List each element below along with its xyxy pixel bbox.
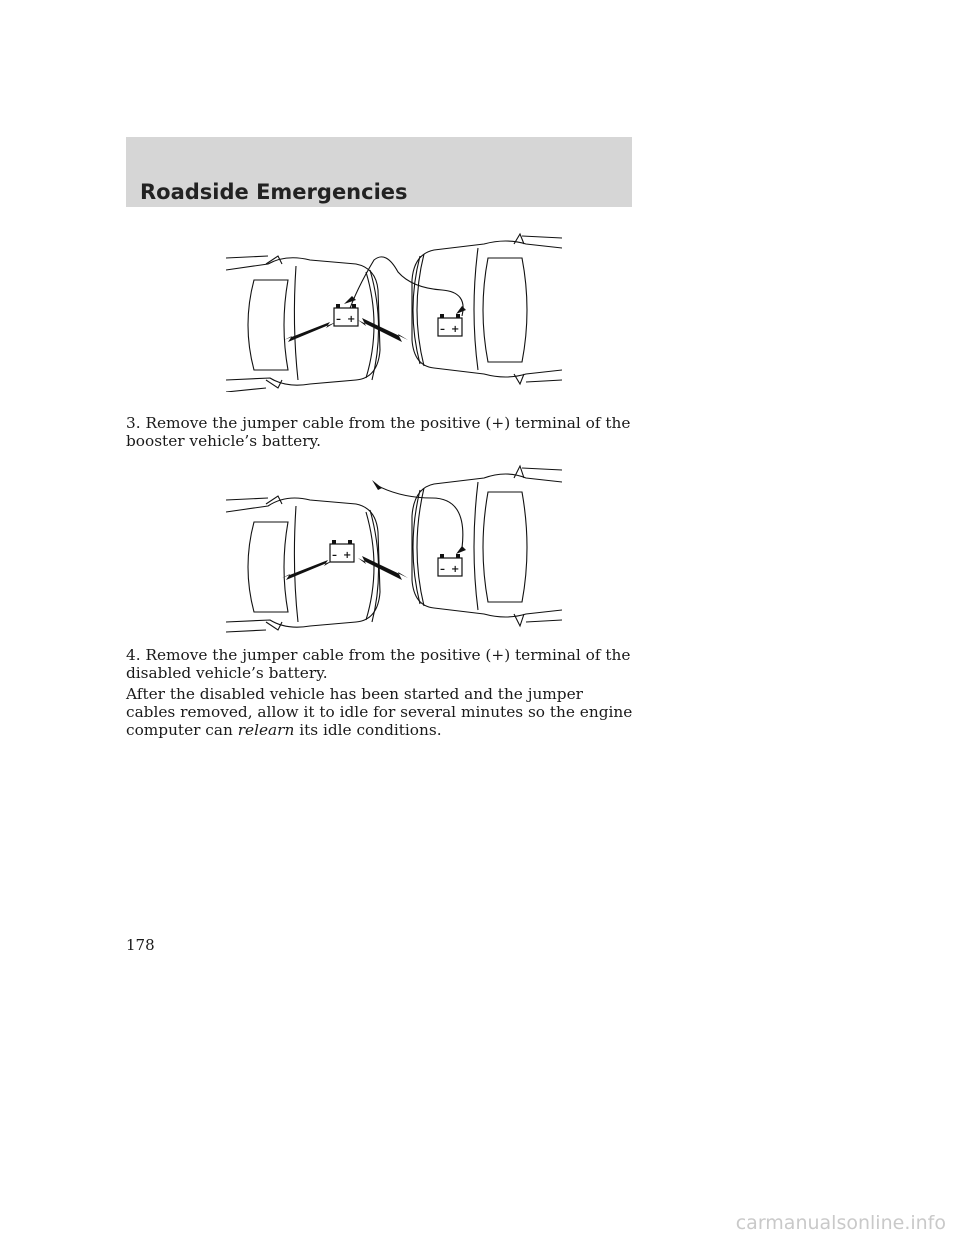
relearn-note xyxy=(126,685,636,739)
watermark: carmanualsonline.info xyxy=(735,1212,946,1234)
booster-battery-plus: + xyxy=(451,324,460,335)
disabled-battery-plus: + xyxy=(347,314,356,325)
booster-battery-minus: – xyxy=(440,564,445,575)
note-term: relearn xyxy=(237,721,295,739)
section-header xyxy=(126,137,632,207)
step-4-text: 4. Remove the jumper cable from the positive (+) terminal of the disabled vehicle’s battery. xyxy=(126,646,631,682)
step-3-text: 3. Remove the jumper cable from the positive (+) terminal of the booster vehicle’s battery. xyxy=(126,414,631,450)
booster-battery-minus: – xyxy=(440,324,445,335)
disabled-battery-minus: – xyxy=(332,550,337,561)
page-number: 178 xyxy=(126,936,155,954)
section-title: Roadside Emergencies xyxy=(140,180,408,204)
booster-battery-plus: + xyxy=(451,564,460,575)
jumper-cable-diagram-1 xyxy=(226,230,562,392)
disabled-car-outline xyxy=(226,498,380,627)
note-text-after: its idle conditions. xyxy=(299,721,442,739)
disabled-battery-minus: – xyxy=(336,314,341,325)
jumper-cable-diagram-2 xyxy=(226,462,562,634)
disabled-battery-plus: + xyxy=(343,550,352,561)
note-text-before: After the disabled vehicle has been started and the jumper cables removed, allow it to idle for several minutes so the engine computer can xyxy=(126,685,633,739)
